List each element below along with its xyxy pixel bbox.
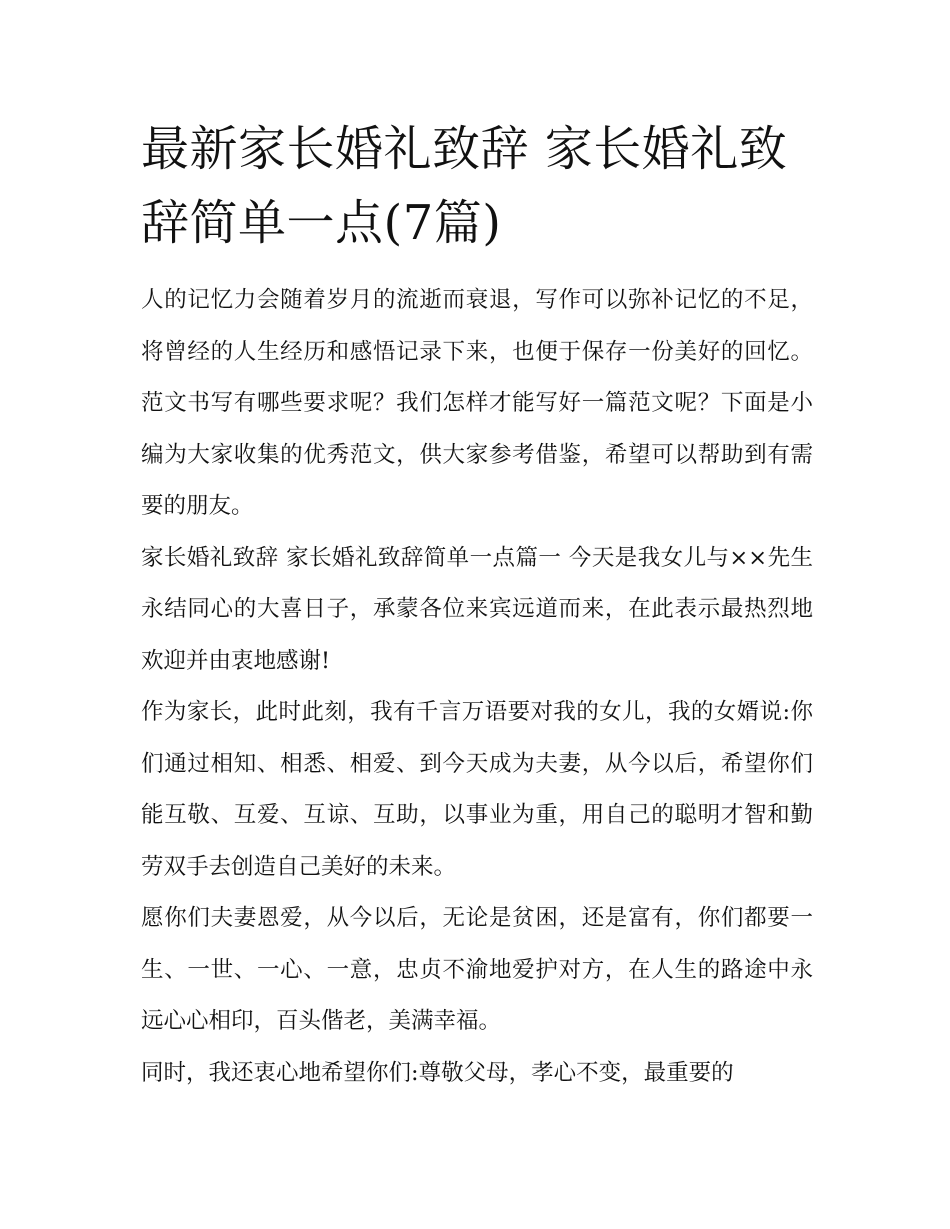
paragraph-1: 家长婚礼致辞 家长婚礼致辞简单一点篇一 今天是我女儿与××先生永结同心的大喜日子，承蒙各位来宾远道而来，在此表示最热烈地欢迎并由衷地感谢! — [141, 544, 813, 674]
paragraph-2: 作为家长，此时此刻，我有千言万语要对我的女儿，我的女婿说:你们通过相知、相悉、相爱、到今天成为夫妻，从今以后，希望你们能互敬、互爱、互谅、互助，以事业为重，用自己的聪明才智和勤劳双手去创造自己美好的未来。 — [141, 699, 813, 880]
document-page — [141, 112, 813, 1099]
paragraph-intro: 人的记忆力会随着岁月的流逝而衰退，写作可以弥补记忆的不足，将曾经的人生经历和感悟记录下来，也便于保存一份美好的回忆。范文书写有哪些要求呢？我们怎样才能写好一篇范文呢？下面是小编为大家收集的优秀范文，供大家参考借鉴，希望可以帮助到有需要的朋友。 — [141, 287, 813, 519]
paragraph-3: 愿你们夫妻恩爱，从今以后，无论是贫困，还是富有，你们都要一生、一世、一心、一意，忠贞不渝地爱护对方，在人生的路途中永远心心相印，百头偕老，美满幸福。 — [141, 905, 813, 1034]
document-title: 最新家长婚礼致辞 家长婚礼致辞简单一点(7篇) — [141, 121, 788, 251]
paragraph-4: 同时，我还衷心地希望你们:尊敬父母，孝心不变，最重要的 — [141, 1059, 734, 1086]
document-body — [141, 275, 813, 1099]
